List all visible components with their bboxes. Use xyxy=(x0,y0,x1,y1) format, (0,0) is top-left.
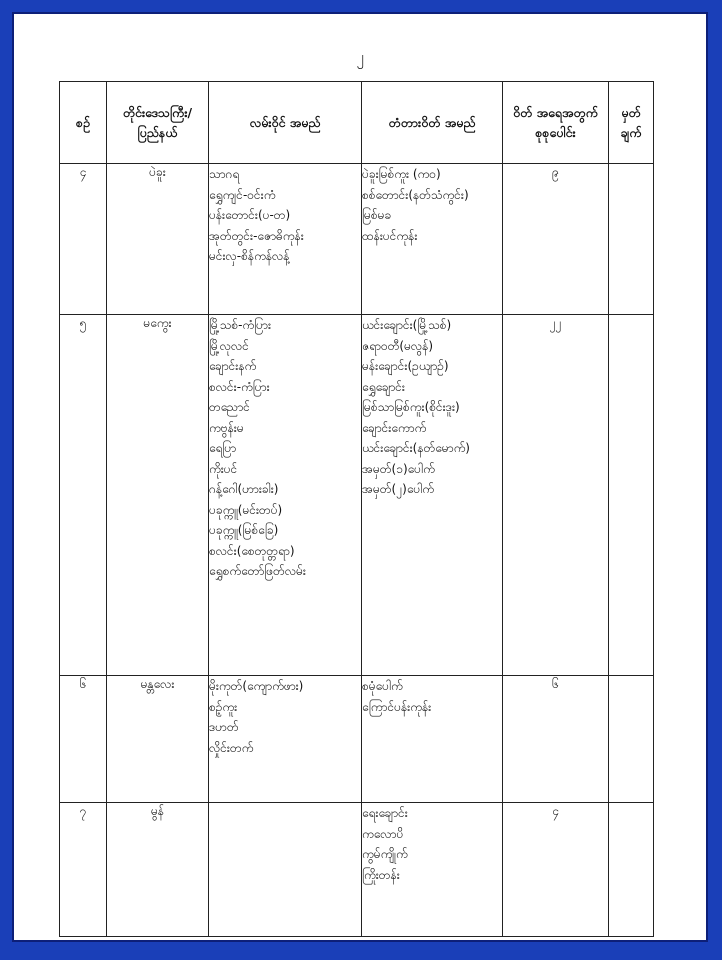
bridge-name: အမှတ်(၁)ပေါက် xyxy=(362,461,435,476)
bridge-name: မန်းချောင်း(ဥယျာဉ်) xyxy=(362,359,449,373)
header-bridge: တံတားဝိတ် အမည် xyxy=(362,82,503,164)
bridge-name: ကလောပိ xyxy=(362,826,404,841)
division-cell: ပဲခူး xyxy=(107,164,209,315)
highway-name: ရေပြာ xyxy=(209,441,237,455)
header-remark: မှတ် ချက် xyxy=(609,82,654,164)
total-count-cell: ၉ xyxy=(503,164,609,315)
bridge-list-cell xyxy=(362,164,503,315)
highway-name: ရွှေကျင်-ဝင်းကံ xyxy=(209,187,276,202)
row-number-cell: ၅ xyxy=(60,315,107,676)
highway-list-cell xyxy=(209,676,362,803)
table-row xyxy=(60,803,654,937)
highway-name: လှိုင်းတက် xyxy=(209,740,254,755)
highway-name: တညောင် xyxy=(209,400,250,414)
bridge-name: စမုံပေါက် xyxy=(362,679,403,693)
weigh-station-table xyxy=(59,81,654,937)
highway-name: မိုးကုတ်(ကျောက်ဖား) xyxy=(209,679,304,693)
highway-name: သာဂရ xyxy=(209,167,240,181)
bridge-name: ယင်းချောင်း(နတ်မောက်) xyxy=(362,441,470,455)
table-row xyxy=(60,164,654,315)
header-highway: လမ်းဝိုင် အမည် xyxy=(209,82,362,164)
highway-name: မြို့သစ်-ကံပြား xyxy=(209,318,271,332)
table-row xyxy=(60,315,654,676)
bridge-list-cell xyxy=(362,676,503,803)
bridge-name: စစ်တောင်း(နတ်သံကွင်း) xyxy=(362,187,469,202)
highway-list-cell xyxy=(209,315,362,676)
highway-name: ပခုက္ကူ(မြစ်ခြေ) xyxy=(209,523,279,537)
bridge-name: မြစ်သာမြစ်ကူး(စိုင်းဒူး) xyxy=(362,400,460,414)
header-no: စဉ် xyxy=(60,82,107,164)
highway-name: ရွှေစက်တော်ဖြတ်လမ်း xyxy=(209,564,306,578)
division-cell: မကွေး xyxy=(107,315,209,676)
bridge-name: ပဲခူးမြစ်ကူး (က၀) xyxy=(362,167,441,181)
highway-name: စလင်း-ကံပြား xyxy=(209,379,270,394)
highway-name: မင်းလှ-စိန်ကန်လန့် xyxy=(209,249,290,263)
document-page xyxy=(12,12,708,942)
division-cell: မန္တလေး xyxy=(107,676,209,803)
bridge-name: ကြိုးတန်း xyxy=(362,867,400,882)
remark-cell xyxy=(609,164,654,315)
bridge-name: ကြောင်ပန်းကုန်း xyxy=(362,699,432,714)
row-number-cell: ၇ xyxy=(60,803,107,937)
page-number: ၂ xyxy=(356,48,364,66)
table-row xyxy=(60,676,654,803)
division-cell: မွန် xyxy=(107,803,209,937)
highway-name: ကဗွန်းမ xyxy=(209,420,244,435)
highway-name: စဉ့်ကူး xyxy=(209,699,238,714)
header-count: ဝိတ် အရေအတွက် စုစုပေါင်း xyxy=(503,82,609,164)
bridge-name: အမှတ်(၂)ပေါက် xyxy=(362,482,434,496)
highway-list-cell xyxy=(209,803,362,937)
remark-cell xyxy=(609,315,654,676)
total-count-cell: ၄ xyxy=(503,803,609,937)
table-header-row xyxy=(60,82,654,164)
highway-name: အုတ်တွင်း-ဇောဓိကုန်း xyxy=(209,228,304,243)
highway-name: ကိုးပင် xyxy=(209,461,238,476)
total-count-cell: ၂၂ xyxy=(503,315,609,676)
highway-name: ပန်းတောင်း(ပ-တ) xyxy=(209,208,291,222)
highway-name: စလင်း(စေတုတ္တရာ) xyxy=(209,543,295,558)
bridge-name: ယင်းချောင်း(မြို့သစ်) xyxy=(362,318,452,332)
highway-name: ချောင်းနက် xyxy=(209,359,257,373)
highway-list-cell xyxy=(209,164,362,315)
bridge-name: ချောင်းကောက် xyxy=(362,420,427,435)
row-number-cell: ၄ xyxy=(60,164,107,315)
bridge-name: ရွှေချောင်း xyxy=(362,379,405,394)
bridge-name: ကွမ်ကျိုက် xyxy=(362,847,408,861)
remark-cell xyxy=(609,803,654,937)
bridge-name: မြစ်မခ xyxy=(362,208,392,222)
highway-name: ဒဟတ် xyxy=(209,720,239,734)
bridge-name: ရေးချောင်း xyxy=(362,806,408,820)
highway-name: ဂန့်ဂေါ(ဟားခါး) xyxy=(209,482,279,496)
remark-cell xyxy=(609,676,654,803)
header-division: တိုင်းဒေသကြီး/ ပြည်နယ် xyxy=(107,82,209,164)
highway-name: ပခုက္ကူ(မင်းတပ်) xyxy=(209,502,283,517)
bridge-name: ဇရာဝတီ(မလွန်) xyxy=(362,338,434,353)
bridge-list-cell xyxy=(362,803,503,937)
bridge-list-cell xyxy=(362,315,503,676)
total-count-cell: ၆ xyxy=(503,676,609,803)
row-number-cell: ၆ xyxy=(60,676,107,803)
highway-name: မြို့လုလင် xyxy=(209,338,249,353)
bridge-name: ထန်းပင်ကုန်း xyxy=(362,228,418,243)
